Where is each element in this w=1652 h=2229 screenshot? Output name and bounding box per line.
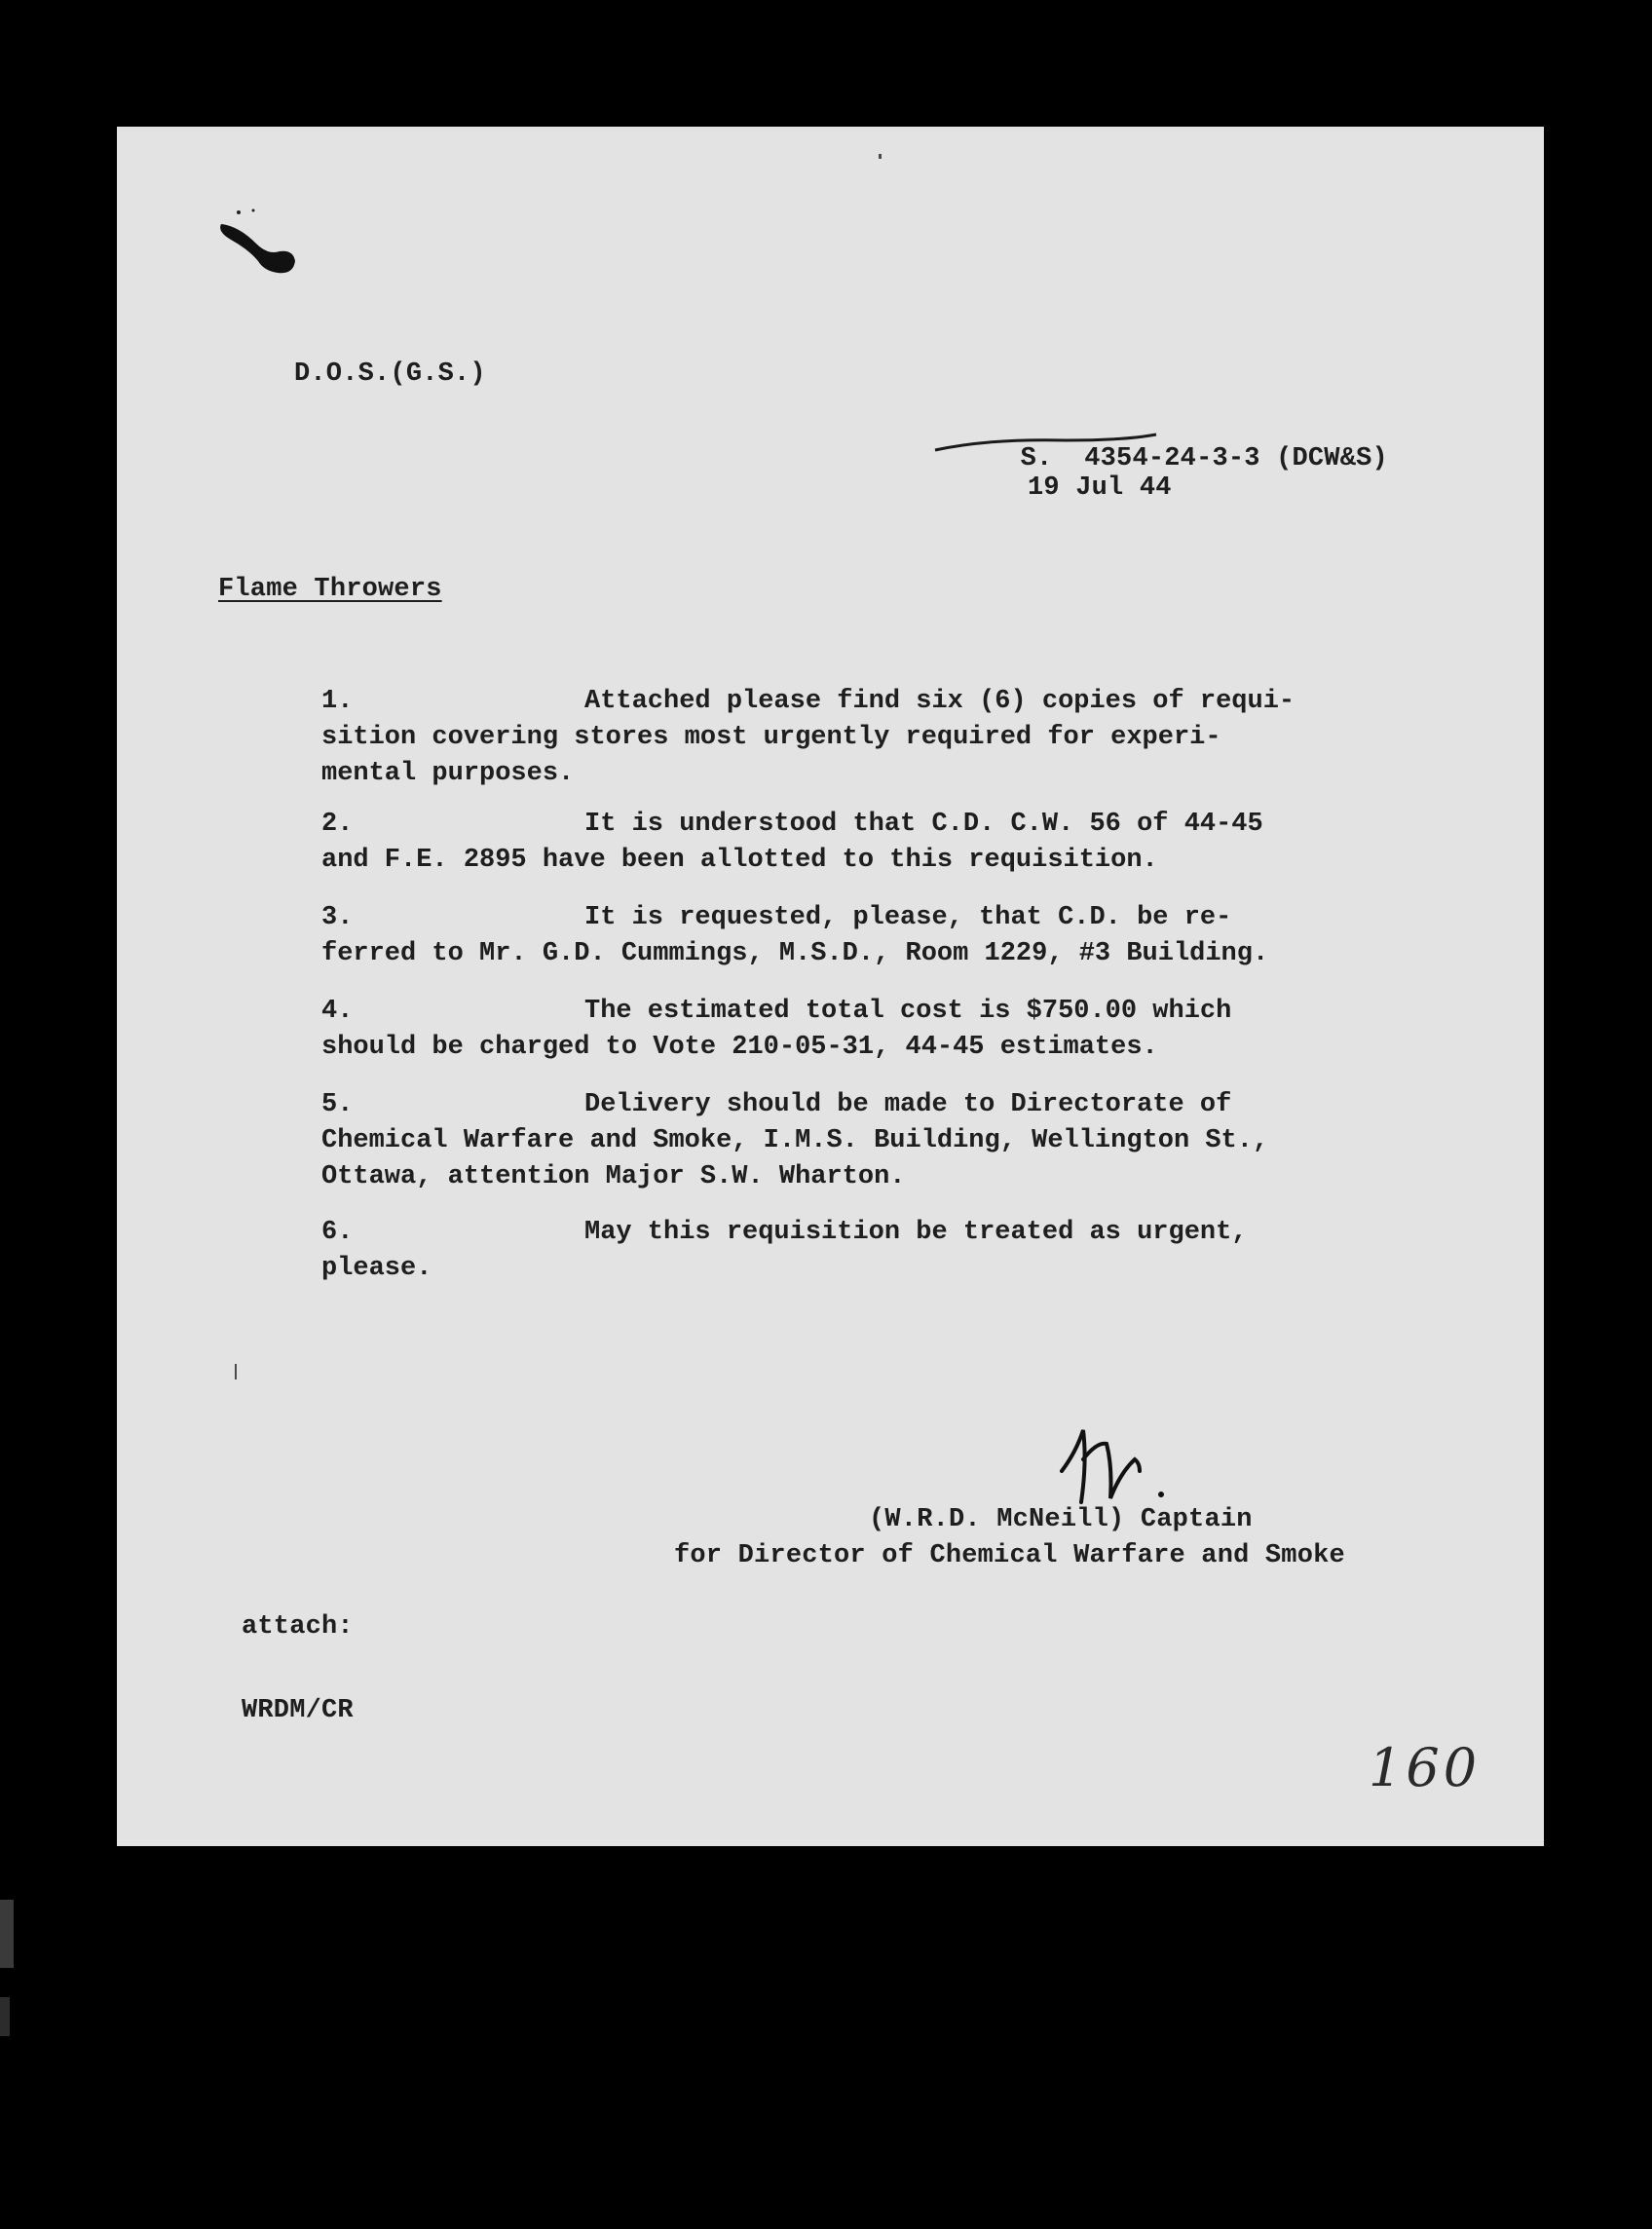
paragraph-2-first-line: It is understood that C.D. C.W. 56 of 44-45 xyxy=(584,810,1263,839)
document-page xyxy=(117,127,1544,1846)
signature-name: (W.R.D. McNeill) Captain xyxy=(869,1505,1253,1534)
paragraph-number: 2. xyxy=(321,810,354,839)
paragraph-number: 3. xyxy=(321,903,354,932)
paragraph-1-body: sition covering stores most urgently required for experi- mental purposes. xyxy=(321,723,1221,788)
file-ref-prefix: S. xyxy=(1020,444,1053,473)
paragraph-number: 4. xyxy=(321,997,354,1026)
stray-mark xyxy=(879,154,882,159)
stray-mark xyxy=(235,1364,237,1379)
paragraph-5-first-line: Delivery should be made to Directorate of xyxy=(584,1090,1232,1119)
signature-for-line: for Director of Chemical Warfare and Smoke xyxy=(674,1541,1345,1570)
paragraph-3-first-line: It is requested, please, that C.D. be re- xyxy=(584,903,1232,932)
scan-edge-artifact xyxy=(0,1900,14,1968)
paragraph-6-body: please. xyxy=(321,1254,432,1283)
paragraph-number: 5. xyxy=(321,1090,354,1119)
paragraph-6-first-line: May this requisition be treated as urgent, xyxy=(584,1218,1248,1247)
typist-initials: WRDM/CR xyxy=(242,1696,354,1725)
paragraph-number: 6. xyxy=(321,1218,354,1247)
file-reference xyxy=(957,405,1388,513)
paragraph-4-body: should be charged to Vote 210-05-31, 44-45 estimates. xyxy=(321,1033,1158,1062)
addressee: D.O.S.(G.S.) xyxy=(294,359,486,389)
subject-heading: Flame Throwers xyxy=(218,575,442,604)
file-ref-underline-stroke xyxy=(930,429,1164,458)
file-ref-number: 4354-24-3-3 xyxy=(1084,444,1260,473)
paragraph-5-body: Chemical Warfare and Smoke, I.M.S. Building, Wellington St., Ottawa, attention Major S.W. Wharton. xyxy=(321,1126,1269,1191)
paragraph-number: 1. xyxy=(321,687,354,716)
letter-date: 19 Jul 44 xyxy=(1028,473,1172,503)
paragraph-2-body: and F.E. 2895 have been allotted to this requisition. xyxy=(321,846,1158,875)
scan-edge-artifact xyxy=(0,1997,10,2036)
attachment-label: attach: xyxy=(242,1612,354,1642)
handwritten-page-number: 160 xyxy=(1369,1737,1482,1798)
paragraph-1-first-line: Attached please find six (6) copies of requi- xyxy=(584,687,1295,716)
paragraph-4-first-line: The estimated total cost is $750.00 which xyxy=(584,997,1232,1026)
ink-blot-mark xyxy=(209,205,307,278)
paragraph-3-body: ferred to Mr. G.D. Cummings, M.S.D., Room 1229, #3 Building. xyxy=(321,939,1269,968)
file-ref-suffix: (DCW&S) xyxy=(1276,444,1388,473)
